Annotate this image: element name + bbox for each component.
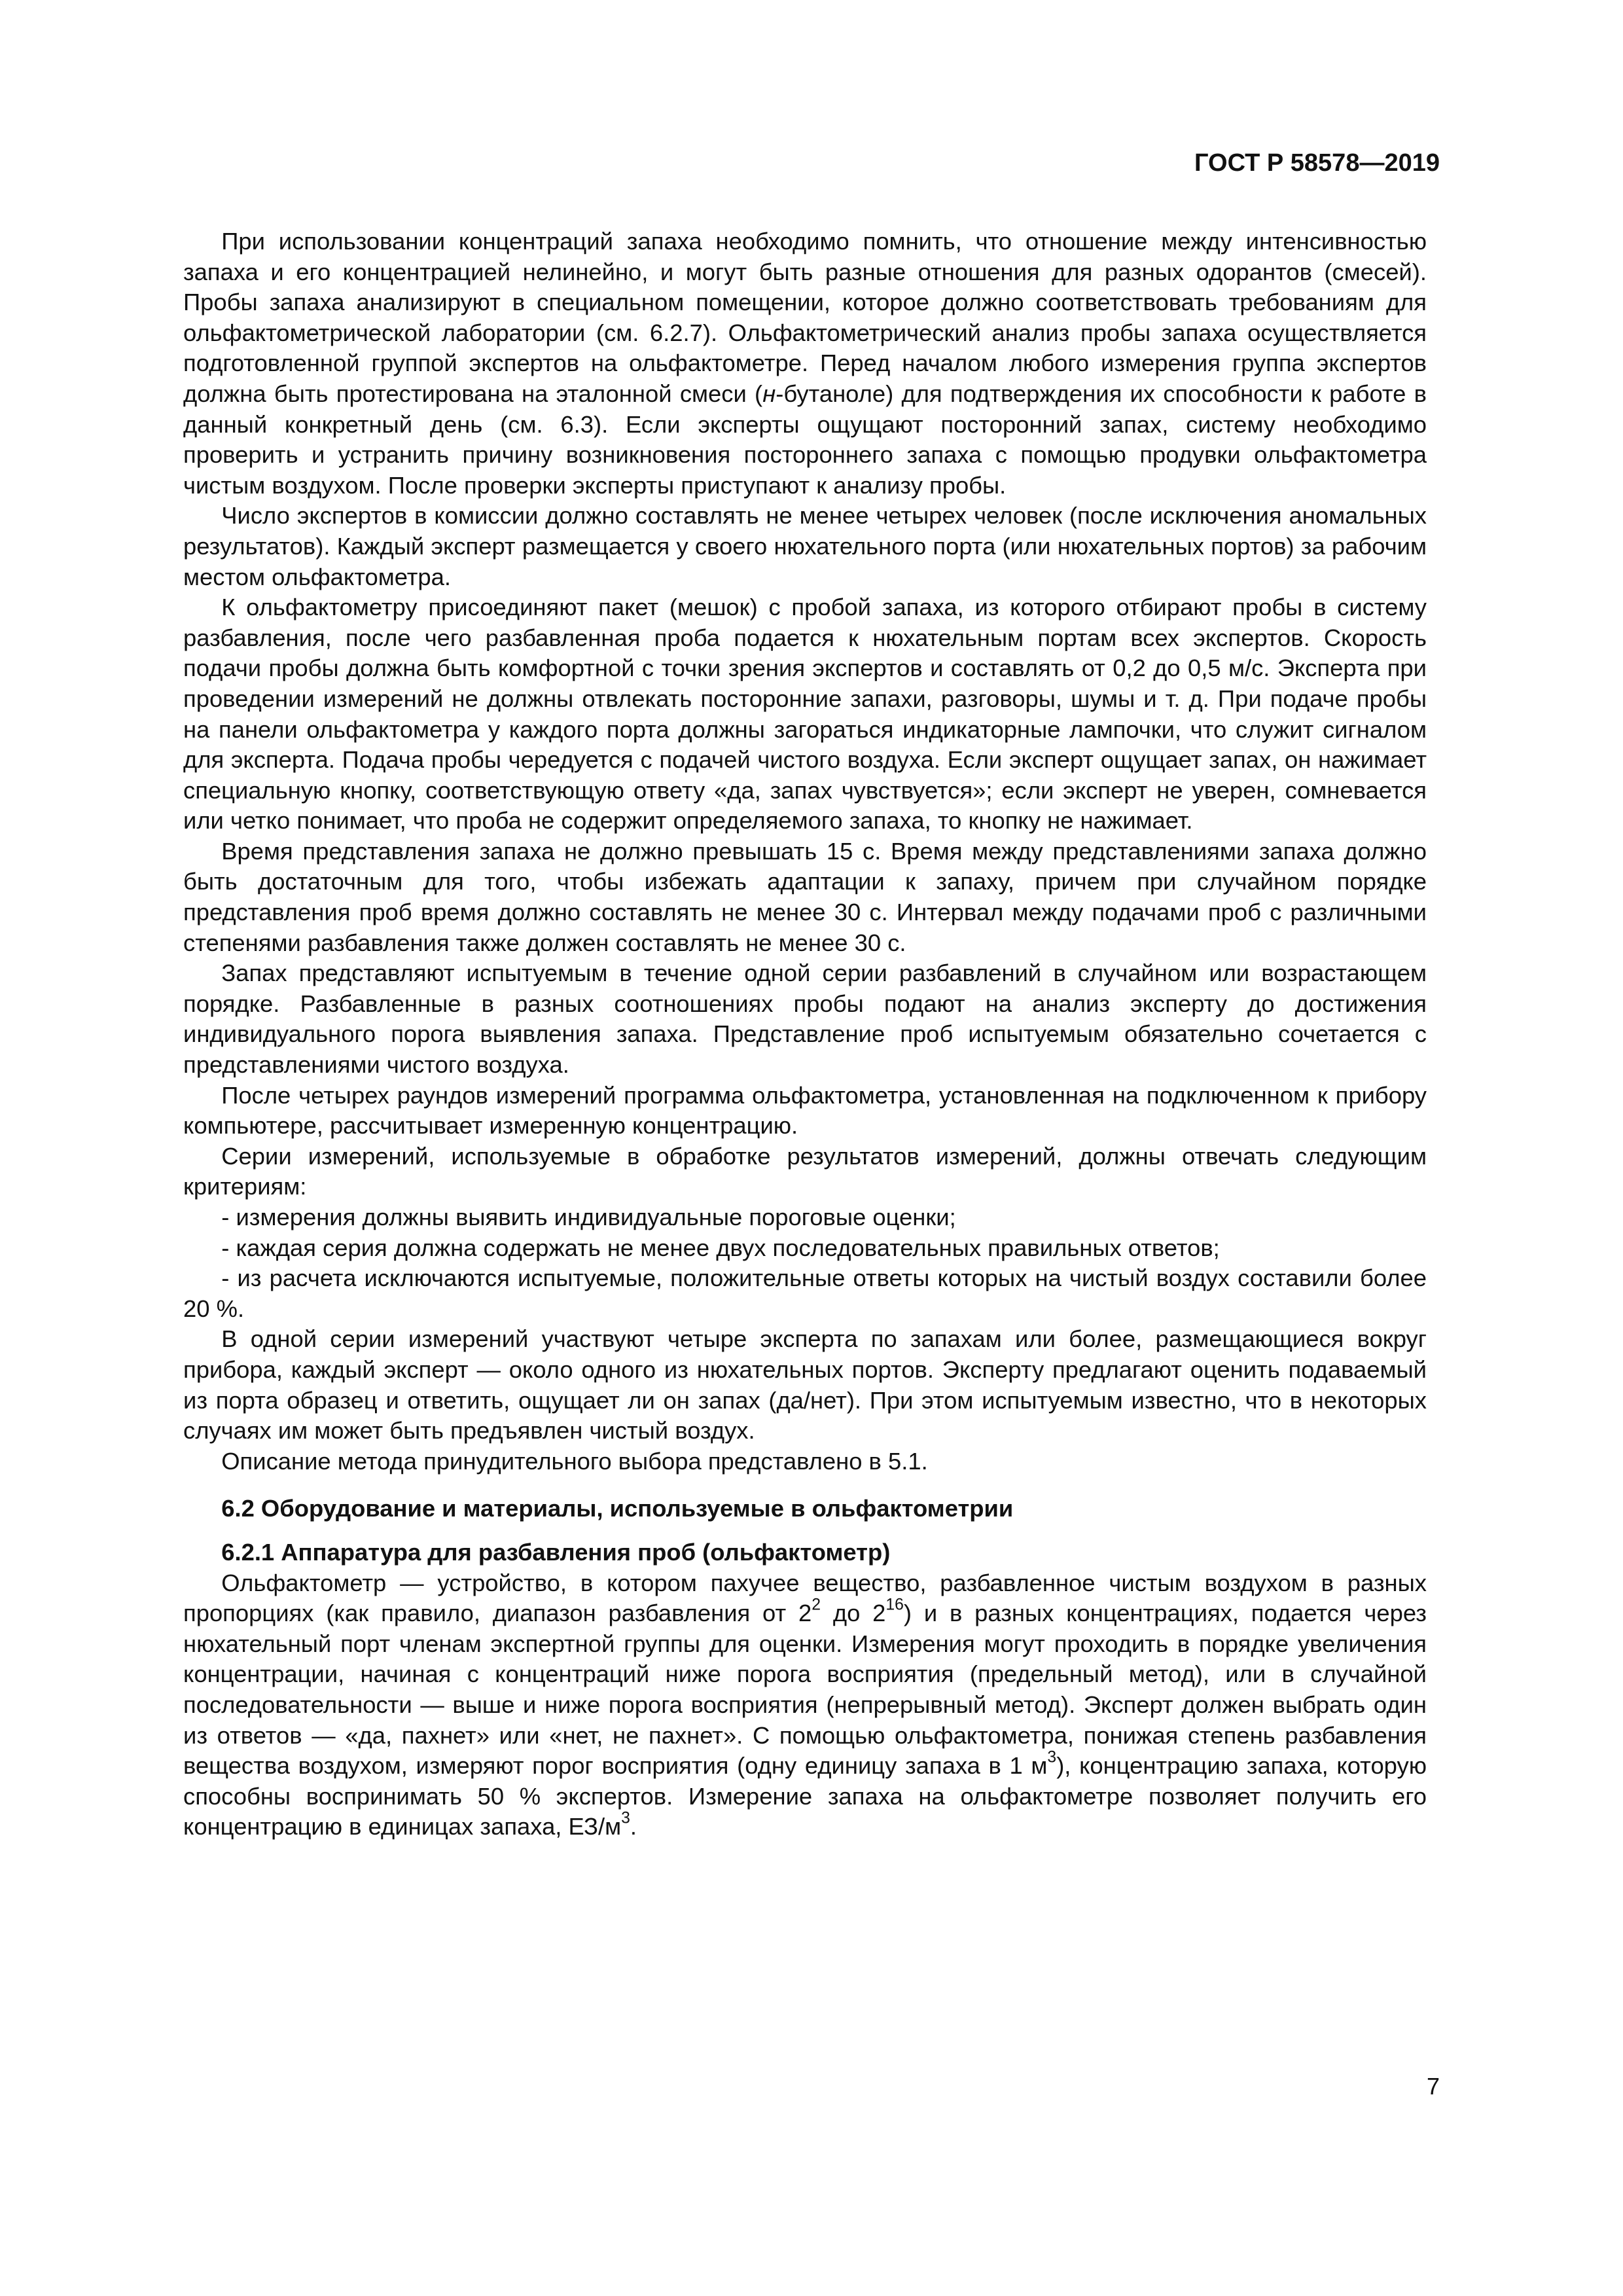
italic-prefix: н <box>762 380 776 407</box>
paragraph-text: Ольфактометр — устройство, в котором пахучее вещество, разбавленное чистым воздухом в разных пропорциях (как правило, диапазон разбавления от 2 <box>183 1569 1427 1627</box>
paragraph: В одной серии измерений участвуют четыре эксперта по запахам или более, размещающиеся вокруг прибора, каждый эксперт — около одного из нюхательных портов. Эксперту предлагают оценить подаваемый из порта образец и ответить, ощущает ли он запах (да/нет). При этом испытуемым известно, что в некоторых случаях им может быть предъявлен чистый воздух. <box>183 1325 1427 1444</box>
superscript: 3 <box>621 1809 630 1827</box>
paragraph <box>183 1568 1427 1842</box>
paragraph <box>183 226 1427 501</box>
list-item: - измерения должны выявить индивидуальные пороговые оценки; <box>221 1204 956 1230</box>
paragraph-text: При использовании концентраций запаха необходимо помнить, что отношение между интенсивностью запаха и его концентрацией нелинейно, и могут быть разные отношения для разных одорантов (смесей). Пробы запаха анализируют в специальном помещении, которое должно соответствовать требованиям для ольфактометрической лаборатории (см. 6.2.7). Ольфактометрический анализ пробы запаха осуществляется подготовленной группой экспертов на ольфактометре. Перед началом любого измерения группа экспертов должна быть протестирована на эталонной смеси ( <box>183 228 1427 407</box>
paragraph: Число экспертов в комиссии должно составлять не менее четырех человек (после исключения аномальных результатов). Каждый эксперт размещается у своего нюхательного порта (или нюхательных портов) за рабочим местом ольфактометра. <box>183 502 1427 590</box>
paragraph: Время представления запаха не должно превышать 15 с. Время между представлениями запаха должно быть достаточным для того, чтобы избежать адаптации к запаху, причем при случайном порядке представления проб время должно составлять не менее 30 с. Интервал между подачами проб с различными степенями разбавления также должен составлять не менее 30 с. <box>183 837 1427 956</box>
paragraph: Описание метода принудительного выбора представлено в 5.1. <box>221 1447 928 1475</box>
document-body <box>183 226 1427 1842</box>
superscript: 2 <box>812 1596 821 1614</box>
paragraph: После четырех раундов измерений программа ольфактометра, установленная на подключенном к прибору компьютере, рассчитывает измеренную концентрацию. <box>183 1081 1427 1139</box>
paragraph: К ольфактометру присоединяют пакет (мешок) с пробой запаха, из которого отбирают пробы в систему разбавления, после чего разбавленная проба подается к нюхательным портам всех экспертов. Скорость подачи пробы должна быть комфортной с точки зрения экспертов и составлять от 0,2 до 0,5 м/с. Эксперта при проведении измерений не должны отвлекать посторонние запахи, разговоры, шумы и т. д. При подаче пробы на панели ольфактометра у каждого порта должны загораться индикаторные лампочки, что служит сигналом для эксперта. Подача пробы чередуется с подачей чистого воздуха. Если эксперт ощущает запах, он нажимает специальную кнопку, соответствующую ответу «да, запах чувствуется»; если эксперт не уверен, сомневается или четко понимает, что проба не содержит определяемого запаха, то кнопку не нажимает. <box>183 594 1427 834</box>
paragraph-text: до 2 <box>821 1600 886 1627</box>
page-number: 7 <box>1426 2073 1440 2100</box>
list-item: - каждая серия должна содержать не менее двух последовательных правильных ответов; <box>221 1234 1220 1261</box>
superscript: 16 <box>885 1596 904 1614</box>
paragraph: Запах представляют испытуемым в течение одной серии разбавлений в случайном или возрастающем порядке. Разбавленные в разных соотношениях пробы подают на анализ эксперту до достижения индивидуального порога выявления запаха. Представление проб испытуемым обязательно сочетается с представлениями чистого воздуха. <box>183 960 1427 1079</box>
paragraph: Серии измерений, используемые в обработке результатов измерений, должны отвечать следующим критериям: <box>183 1142 1427 1200</box>
paragraph-text: -бутаноле) для подтверждения их способности к работе в данный конкретный день (см. 6.3). Если эксперты ощущают посторонний запах, систему необходимо проверить и устранить причину возникновения постороннего запаха с помощью продувки ольфактометра чистым воздухом. После проверки эксперты приступают к анализу пробы. <box>183 380 1427 499</box>
section-heading: 6.2 Оборудование и материалы, используемые в ольфактометрии <box>221 1495 1014 1522</box>
subsection-heading: 6.2.1 Аппаратура для разбавления проб (ольфактометр) <box>221 1538 891 1566</box>
list-item: - из расчета исключаются испытуемые, положительные ответы которых на чистый воздух составили более 20 %. <box>183 1265 1427 1322</box>
paragraph-text: ) и в разных концентрациях, подается через нюхательный порт членам экспертной группы для оценки. Измерения могут проходить в порядке увеличения концентрации, начиная с концентраций ниже порога восприятия (предельный метод), или в случайной последовательности — выше и ниже порога восприятия (непрерывный метод). Эксперт должен выбрать один из ответов — «да, пахнет» или «нет, не пахнет». С помощью ольфактометра, понижая степень разбавления вещества воздухом, измеряют порог восприятия (одну единицу запаха в 1 м <box>183 1600 1427 1780</box>
paragraph-text: . <box>630 1813 637 1840</box>
paragraph-text: ), концентрацию запаха, которую способны воспринимать 50 % экспертов. Измерение запаха на ольфактометре позволяет получить его концентрацию в единицах запаха, ЕЗ/м <box>183 1752 1427 1840</box>
superscript: 3 <box>1047 1748 1057 1767</box>
document-header-code: ГОСТ Р 58578—2019 <box>1194 149 1440 177</box>
